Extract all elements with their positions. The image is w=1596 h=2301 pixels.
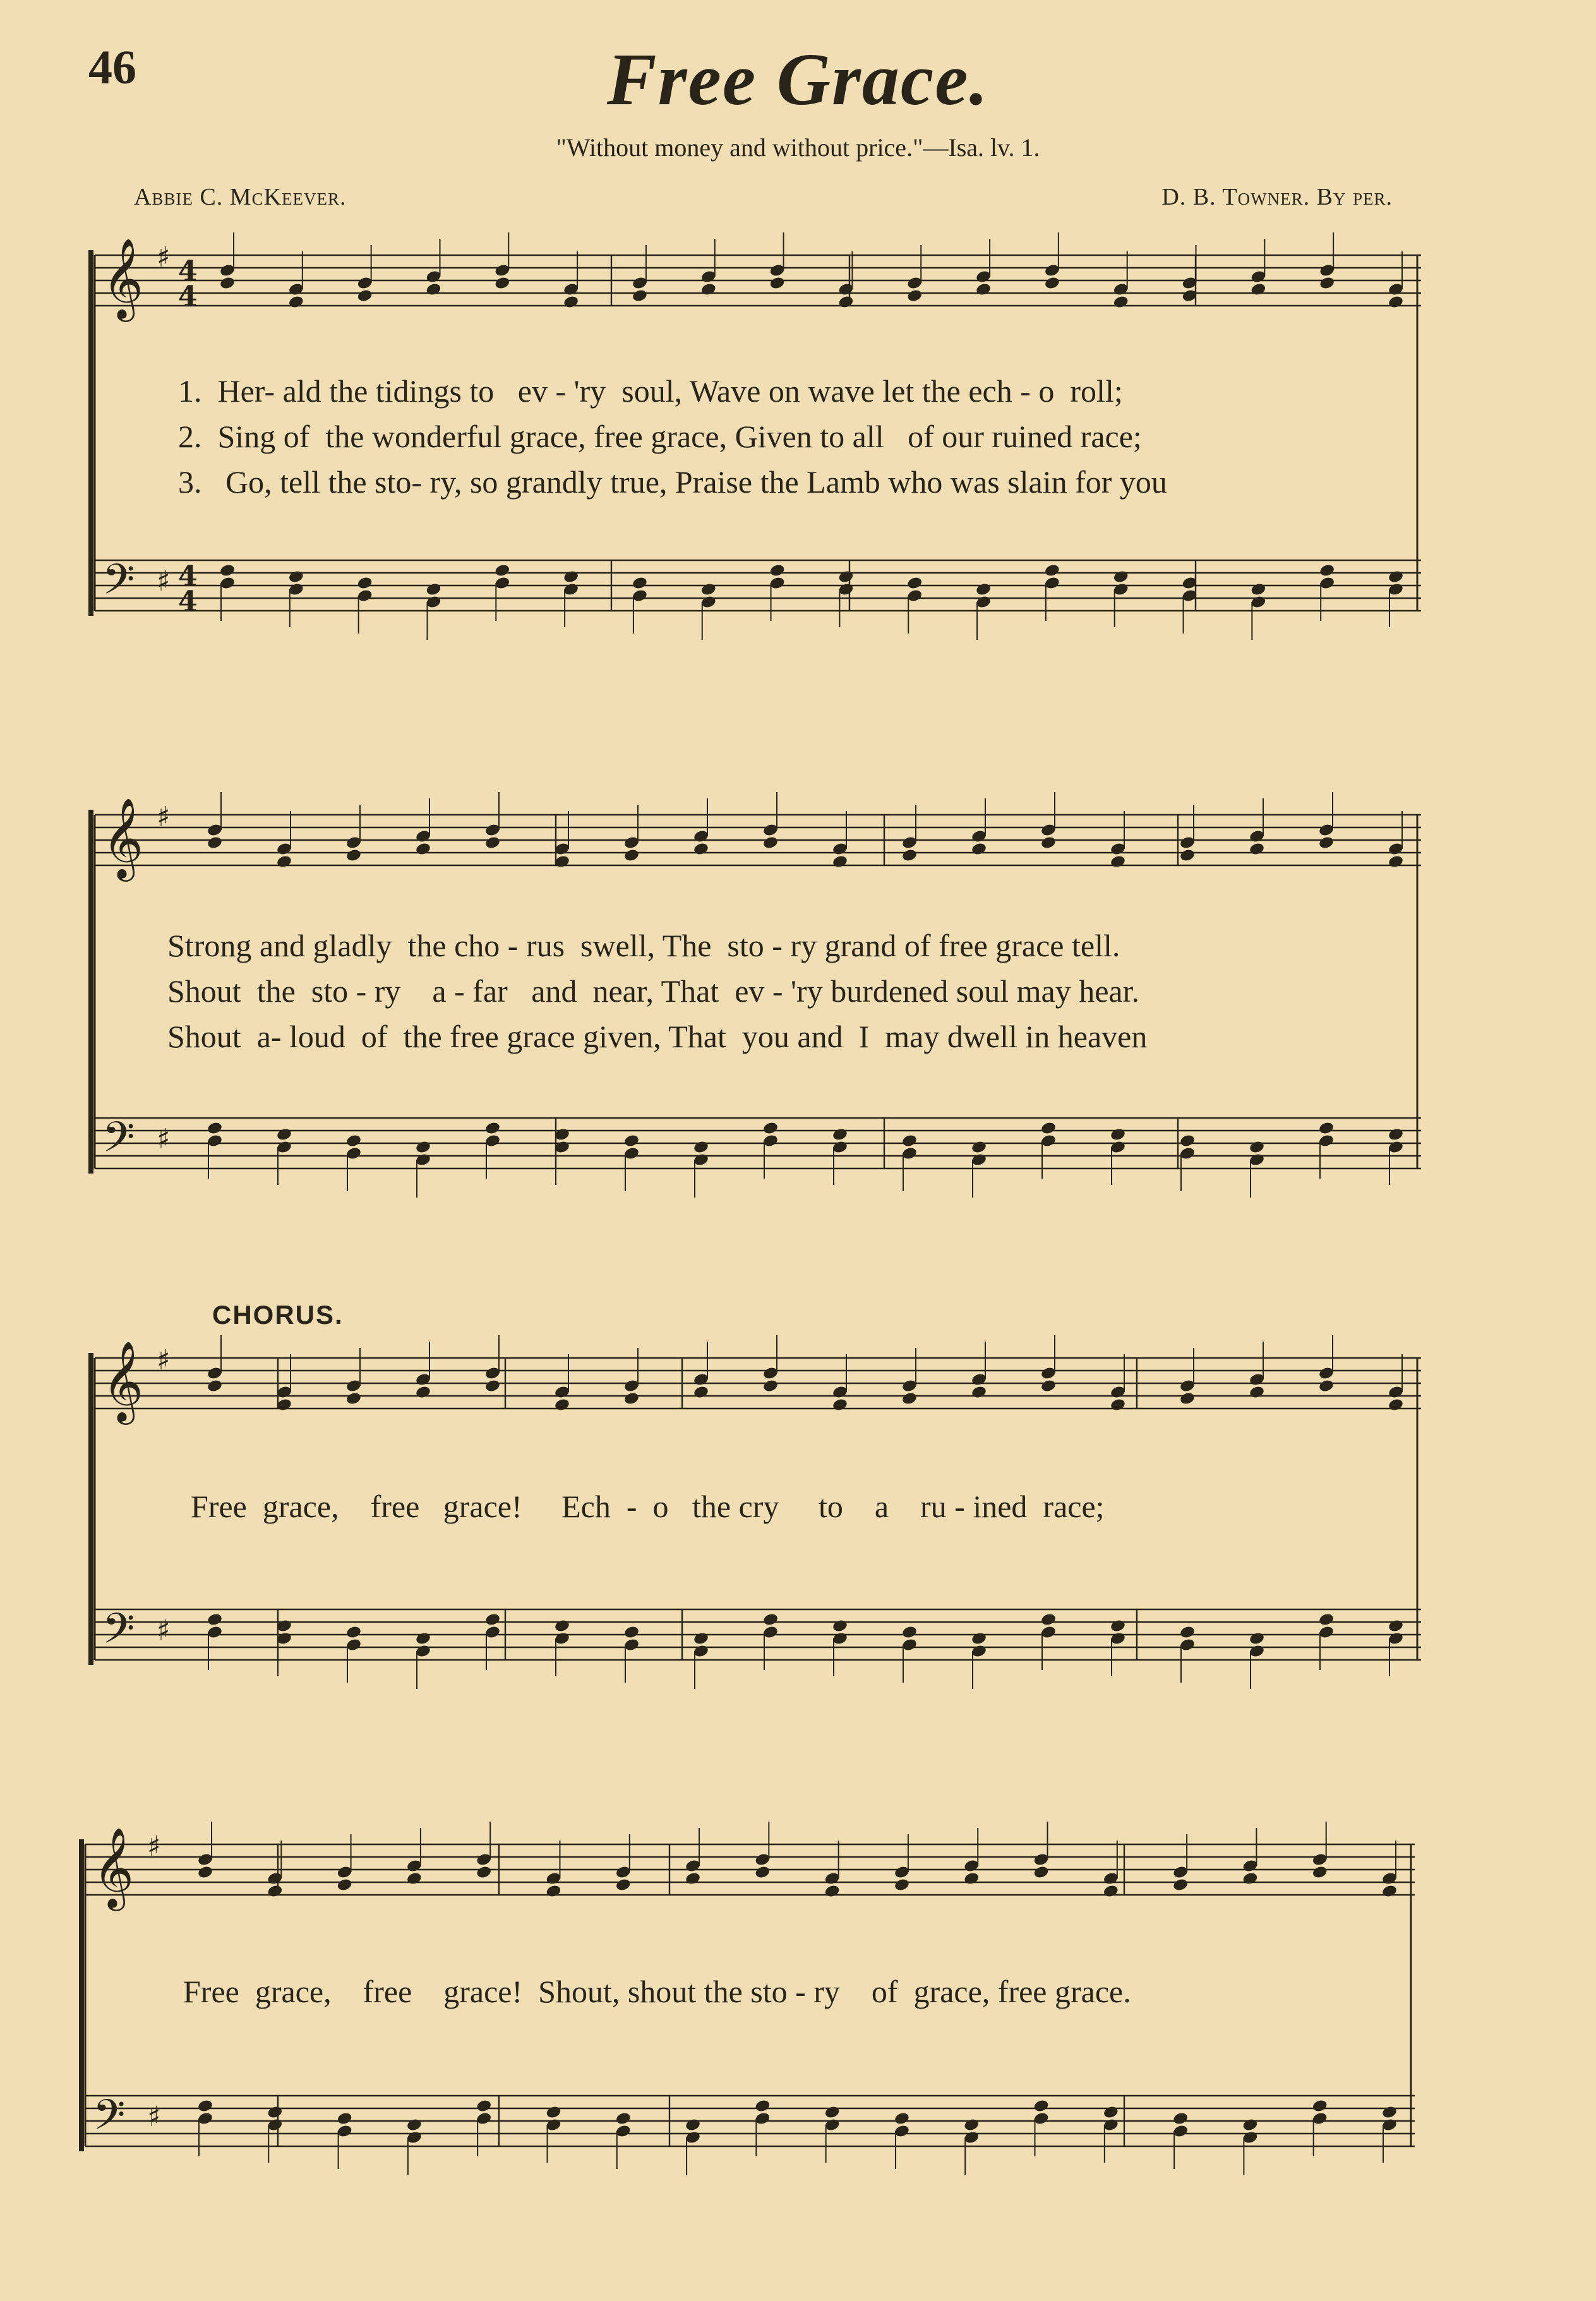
- system-4-bass-note: [476, 2099, 492, 2113]
- system-2-bass-note: [832, 1127, 848, 1142]
- system-1-treble-note: [288, 295, 304, 309]
- system-2-treble-note: [276, 855, 292, 869]
- system-2-system-line: [88, 810, 93, 1174]
- system-1-bass-note: [700, 582, 717, 597]
- system-3-bass-note: [971, 1631, 987, 1646]
- system-3-bass-note: [623, 1625, 640, 1640]
- composer-credit: D. B. Towner. By per.: [1161, 184, 1393, 210]
- system-2-bass-clef-icon: 𝄢: [102, 1113, 135, 1172]
- system-4-treble-note: [337, 1878, 353, 1892]
- system-3-treble-note: [1249, 1385, 1265, 1400]
- system-2-bass-note: [1040, 1121, 1057, 1136]
- system-4-bass-note: [894, 2112, 910, 2126]
- system-4-treble-note: [894, 1878, 910, 1892]
- system-4-treble-note: [1033, 1865, 1049, 1880]
- system-4-treble-note: [1381, 1884, 1398, 1899]
- system-2-treble-note: [484, 836, 501, 850]
- system-1-bass-note: [425, 582, 441, 597]
- verse-3-line-a: 3. Go, tell the sto- ry, so grandly true, Praise the Lamb who was slain for you: [178, 464, 1167, 500]
- system-1-treble-note: [1044, 276, 1060, 291]
- system-3-treble-note: [1179, 1391, 1196, 1406]
- system-1-bass-note: [906, 576, 923, 591]
- system-2-bass-note: [415, 1140, 431, 1155]
- system-1-bass-note: [288, 570, 304, 584]
- system-2-bass-sharp-icon: ♯: [157, 1123, 171, 1155]
- system-1-bass-note: [632, 576, 648, 591]
- system-1-treble-note: [494, 276, 510, 291]
- system-1-bass-note: [837, 570, 854, 584]
- system-4-bass-sharp-icon: ♯: [147, 2101, 161, 2133]
- system-1-bass-note: [219, 563, 236, 578]
- system-3-bass-note: [345, 1625, 362, 1640]
- system-1-bass-note: [494, 563, 510, 578]
- system-4-treble-note: [1312, 1865, 1328, 1880]
- system-1-bass-note: [1250, 582, 1266, 597]
- system-2-treble-note: [207, 836, 223, 850]
- system-1-treble-note: [769, 276, 786, 291]
- system-4-bass-note: [1242, 2118, 1258, 2132]
- system-1-treble-note: [357, 289, 373, 303]
- system-3-treble-sharp-icon: ♯: [157, 1344, 171, 1376]
- system-4-treble-note: [476, 1865, 492, 1880]
- system-4-treble-note: [685, 1871, 701, 1886]
- verse-1-line-a: 1. Her- ald the tidings to ev - 'ry soul, Wave on wave let the ech - o roll;: [178, 373, 1123, 409]
- system-3-bass-clef-icon: 𝄢: [102, 1604, 135, 1663]
- system-3-bass-note: [1040, 1613, 1057, 1627]
- system-3-bass-note: [1110, 1619, 1126, 1633]
- system-4-treble-note: [1242, 1871, 1258, 1886]
- system-4-bass-note: [406, 2118, 423, 2132]
- system-3-treble-note: [484, 1379, 501, 1393]
- system-3-treble-note: [693, 1385, 709, 1400]
- system-2-treble-note: [623, 848, 640, 863]
- system-2-bass-note: [1318, 1121, 1335, 1136]
- system-2-bass-note: [1179, 1134, 1196, 1148]
- system-3-bass-note: [415, 1631, 431, 1646]
- system-3-treble-note: [762, 1379, 779, 1393]
- system-2-treble-note: [1179, 848, 1196, 863]
- system-4-bass-note: [685, 2118, 701, 2132]
- system-2-treble-note: [1249, 842, 1265, 856]
- system-1-bass-note: [769, 563, 786, 578]
- system-4-treble-note: [963, 1871, 980, 1886]
- system-2-treble-note: [762, 836, 779, 850]
- system-3-treble-note: [1110, 1398, 1126, 1412]
- system-2-bass-note: [901, 1134, 918, 1148]
- system-2-bass-note: [1249, 1140, 1265, 1155]
- system-2-treble-note: [901, 848, 918, 863]
- system-1-treble-note: [1250, 282, 1266, 297]
- system-1-bass-note: [1388, 570, 1404, 584]
- system-3-treble-note: [415, 1385, 431, 1400]
- system-4-treble-note: [197, 1865, 213, 1880]
- system-3-bass-sharp-icon: ♯: [157, 1614, 171, 1647]
- system-4-bass-clef-icon: 𝄢: [93, 2091, 126, 2149]
- system-4-treble-note: [406, 1871, 423, 1886]
- system-4-bass-note: [197, 2099, 213, 2113]
- system-4-bass-note: [267, 2105, 283, 2120]
- chorus-label: CHORUS.: [212, 1300, 344, 1330]
- system-1-bass-note: [1319, 563, 1335, 578]
- system-2-treble-clef-icon: 𝄞: [102, 797, 144, 878]
- system-1-treble-note: [1113, 295, 1129, 309]
- system-3-bass-note: [484, 1613, 501, 1627]
- system-1-bass-note: [563, 570, 579, 584]
- system-4-treble-note: [1103, 1884, 1119, 1899]
- system-4-treble-note: [754, 1865, 771, 1880]
- system-3-treble-note: [1318, 1379, 1335, 1393]
- system-2-treble-note: [1110, 855, 1126, 869]
- system-1-treble-note: [837, 295, 854, 309]
- system-4-bass-note: [754, 2099, 771, 2113]
- system-4-bass-note: [1033, 2099, 1049, 2113]
- system-4-bass-note: [963, 2118, 980, 2132]
- system-3-bass-note: [901, 1625, 918, 1640]
- system-2-bass-note: [207, 1121, 223, 1136]
- system-1-bass-clef-icon: 𝄢: [102, 555, 135, 614]
- lyricist-credit: Abbie C. McKeever.: [134, 184, 347, 210]
- system-2-bass-note: [1110, 1127, 1126, 1142]
- system-4-bass-note: [1312, 2099, 1328, 2113]
- system-2-bass-note: [971, 1140, 987, 1155]
- system-1-bass-sharp-icon: ♯: [157, 565, 171, 598]
- system-2-bass-note: [484, 1121, 501, 1136]
- system-2-bass-note: [762, 1121, 779, 1136]
- system-3-treble-note: [345, 1391, 362, 1406]
- system-4-bass-note: [337, 2112, 353, 2126]
- system-4-bass-note: [1381, 2105, 1398, 2120]
- system-4-treble-note: [1172, 1878, 1189, 1892]
- system-3-bass-note: [1388, 1619, 1404, 1633]
- system-3-treble-note: [623, 1391, 640, 1406]
- system-4-bass-note: [1172, 2112, 1189, 2126]
- system-4-treble-note: [267, 1884, 283, 1899]
- system-2-bass-note: [693, 1140, 709, 1155]
- system-3-treble-note: [971, 1385, 987, 1400]
- system-3-treble-note: [554, 1398, 570, 1412]
- system-2-treble-note: [1388, 855, 1404, 869]
- page-number: 46: [88, 41, 136, 94]
- system-1-time-sig: 4: [178, 560, 198, 592]
- system-1-treble-note: [700, 282, 717, 297]
- system-1-time-sig: 4: [178, 280, 198, 313]
- system-3-bass-note: [1249, 1631, 1265, 1646]
- system-1-bass-note: [1044, 563, 1060, 578]
- system-3-bass-note: [207, 1613, 223, 1627]
- chorus-line-a: Free grace, free grace! Ech - o the cry to a ru - ined race;: [191, 1489, 1105, 1524]
- system-2-treble-note: [1318, 836, 1335, 850]
- system-4-treble-sharp-icon: ♯: [147, 1830, 161, 1863]
- system-1-bass-note: [1113, 570, 1129, 584]
- system-3-bass-note: [762, 1613, 779, 1627]
- system-1-bass-note: [357, 576, 373, 591]
- system-1-treble-note: [975, 282, 992, 297]
- system-2-treble-note: [345, 848, 362, 863]
- system-4-treble-note: [615, 1878, 632, 1892]
- system-4-bass-note: [1103, 2105, 1119, 2120]
- system-4-treble-note: [545, 1884, 561, 1899]
- system-1-treble-note: [1388, 295, 1404, 309]
- system-2-bass-note: [1388, 1127, 1404, 1142]
- system-3-treble-clef-icon: 𝄞: [102, 1340, 144, 1421]
- system-1-treble-note: [425, 282, 441, 297]
- hymn-title: Free Grace.: [606, 38, 990, 121]
- system-2-bass-note: [276, 1127, 292, 1142]
- system-3-treble-note: [207, 1379, 223, 1393]
- system-3-system-line: [88, 1353, 93, 1665]
- system-1-treble-note: [563, 295, 579, 309]
- system-3-bass-note: [832, 1619, 848, 1633]
- system-1-bass-note: [975, 582, 992, 597]
- system-3-bass-note: [693, 1631, 709, 1646]
- system-1-treble-note: [632, 289, 648, 303]
- system-1-system-line: [88, 250, 93, 616]
- system-4-bass-note: [545, 2105, 561, 2120]
- verse-1-line-b: Strong and gladly the cho - rus swell, The sto - ry grand of free grace tell.: [167, 928, 1120, 963]
- system-1-treble-note: [219, 276, 236, 291]
- system-2-treble-sharp-icon: ♯: [157, 801, 171, 833]
- system-4-bass-note: [615, 2112, 632, 2126]
- system-3-bass-note: [1179, 1625, 1196, 1640]
- system-3-treble-note: [1388, 1398, 1404, 1412]
- system-2-treble-note: [693, 842, 709, 856]
- system-4-treble-note: [824, 1884, 841, 1899]
- system-3-treble-note: [1040, 1379, 1057, 1393]
- system-2-treble-note: [1040, 836, 1057, 850]
- system-3-treble-note: [832, 1398, 848, 1412]
- system-4-treble-clef-icon: 𝄞: [93, 1827, 135, 1907]
- verse-3-line-b: Shout a- loud of the free grace given, That you and I may dwell in heaven: [167, 1019, 1148, 1054]
- verse-2-line-a: 2. Sing of the wonderful grace, free grace, Given to all of our ruined race;: [178, 419, 1142, 454]
- system-3-treble-note: [901, 1391, 918, 1406]
- system-2-bass-note: [345, 1134, 362, 1148]
- chorus-line-b: Free grace, free grace! Shout, shout the sto - ry of grace, free grace.: [183, 1974, 1131, 2009]
- system-2-treble-note: [832, 855, 848, 869]
- system-1-treble-clef-icon: 𝄞: [102, 237, 144, 318]
- system-1-treble-sharp-icon: ♯: [157, 241, 171, 273]
- system-1-treble-note: [1319, 276, 1335, 291]
- system-3-bass-note: [554, 1619, 570, 1633]
- system-1-time-sig: 4: [178, 255, 198, 287]
- verse-2-line-b: Shout the sto - ry a - far and near, That ev - 'ry burdened soul may hear.: [167, 973, 1139, 1009]
- system-4-system-line: [79, 1839, 84, 2151]
- system-3-bass-note: [1318, 1613, 1335, 1627]
- system-1-treble-note: [906, 289, 923, 303]
- scripture-reference: "Without money and without price."—Isa. lv. 1.: [556, 133, 1040, 162]
- system-2-treble-note: [415, 842, 431, 856]
- system-2-treble-note: [971, 842, 987, 856]
- system-4-bass-note: [824, 2105, 841, 2120]
- system-2-bass-note: [623, 1134, 640, 1148]
- system-1-time-sig: 4: [178, 586, 198, 618]
